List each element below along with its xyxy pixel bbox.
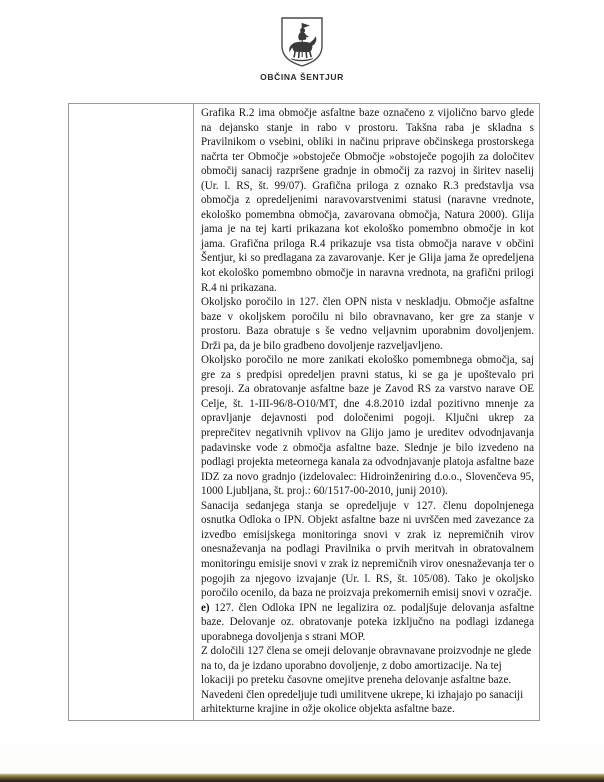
page-foot-whitespace xyxy=(0,745,604,773)
paragraph-3: Okoljsko poročilo ne more zanikati ekološko pomembnega območja, saj gre za s predpisi opredeljen pravni status, ki se ga je upoštevalo pri presoji. Za obratovanje asfaltne baze je Zavod RS za varstvo narave OE Celje, št. 1-III-96/8-O10/MT, dne 4.8.2010 izdal pozitivno mnenje za opravljanje dejavnosti pod določenimi pogoji. Ključni ukrep za preprečitev negativnih vplivov na Glijo jamo je ureditev odvodnjavanja padavinske vode z območja asfaltne baze. Slednje je bilo izvedeno na podlagi projekta meteornega kanala za odvodnjavanje platoja asfaltne baze IDZ za novo gradnjo (izdelovalec: Hidroinženiring d.o.o., Slovenčeva 95, 1000 Ljubljana, št. proj.: 60/1517-00-2010, junij 2010). xyxy=(201,354,534,498)
table-cell-left-empty xyxy=(69,104,194,721)
table-row xyxy=(69,104,540,721)
organization-name: OBČINA ŠENTJUR xyxy=(260,72,344,82)
paragraph-4: Sanacija sedanjega stanja se opredeljuje v 127. členu dopolnjenega osnutka Odloka o IPN. Objekt asfaltne baze ni uvrščen med zavezance za izvedbo emisijskega monitoringa snovi v zrak iz nepremičnih virov onesnaževanja na podlagi Pravilnika o prvih meritvah in obratovalnem monitoringu emisije snovi v zrak iz nepremičnih virov onesnaževanja ter o pogojih za njegovo izvajanje (Ur. l. RS, št. 105/08). Tako je okoljsko poročilo ocenilo, da baza ne proizvaja prekomernih emisij snovi v ozračje. xyxy=(201,499,534,600)
paragraph-labeled-e xyxy=(201,601,534,645)
sentjur-coat-of-arms-icon xyxy=(279,16,325,68)
paragraph-2: Okoljsko poročilo in 127. člen OPN nista v neskladju. Območje asfaltne baze v okoljskem poročilu ni bilo obravnavano, ker gre za stanje v prostoru. Baza obratuje s še vedno veljavnim uporabnim dovoljenjem. Drži pa, da je bilo gradbeno dovoljenje razveljavljeno. xyxy=(201,296,534,352)
document-table xyxy=(68,103,540,721)
paragraph-label-e-text: 127. člen Odloka IPN ne legalizira oz. podaljšuje delovanja asfaltne baze. Delovanje oz. obratovanje poteka izključno na podlagi izdanega uporabnega dovoljenja s strani MOP. xyxy=(201,601,534,643)
letterhead xyxy=(0,16,604,82)
paragraph-1: Grafika R.2 ima območje asfaltne baze označeno z vijolično barvo glede na dejansko stanje in rabo v prostoru. Takšna raba je skladna s Pravilnikom o vsebini, obliki in načinu priprave občinskega prostorskega načrta ter Območje »obstoječe Območje »obstoječe pogojih za določitev območij sanacij razpršene gradnje in območij za razvoj in širitev naselij (Ur. l. RS, št. 99/07). Grafična priloga z oznako R.3 predstavlja vsa območja z opredeljenimi naravovarstvenimi statusi (naravne vrednote, ekološko pomembna območja, zavarovana območja, Natura 2000). Glija jama je na tej karti prikazana kot ekološko pomembno območje in kot jama. Grafična priloga R.4 prikazuje vsa tista območja narave v občini Šentjur, ki so predlagana za zavarovanje. Ker je Glija jama že opredeljena kot ekološko pomembno območje in naravna vrednota, na grafični prilogi R.4 ni prikazana. xyxy=(201,107,534,294)
body-text-block xyxy=(201,106,534,717)
paragraph-label-e: e) xyxy=(201,601,210,614)
paragraph-final: Z določili 127 člena se omeji delovanje obravnavane proizvodnje ne glede na to, da je izdano uporabno dovoljenje, z dobo amortizacije. Na tej lokaciji po preteku časovne omejitve preneha delovanje asfaltne baze. Navedeni člen opredeljuje tudi umilitvene ukrepe, ki izhajajo po sanaciji arhitekturne krajine in ožje okolice objekta asfaltne baze. xyxy=(201,645,532,716)
table-cell-body xyxy=(194,104,540,721)
bottom-decorative-band xyxy=(0,773,604,782)
